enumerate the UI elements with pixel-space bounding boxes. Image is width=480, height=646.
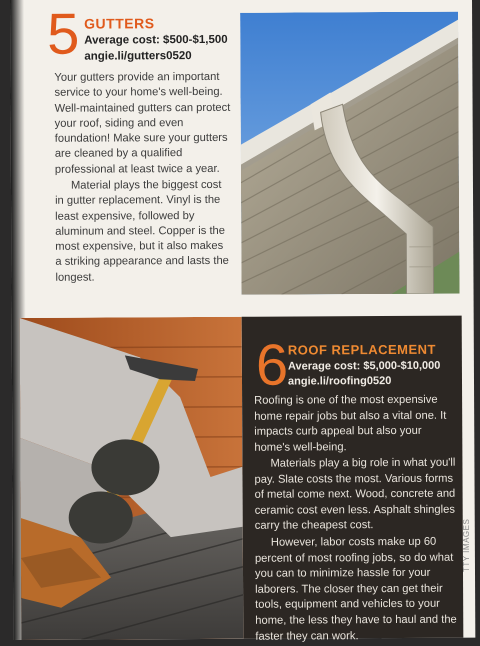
section-number-5: 5 (47, 6, 80, 64)
roof-heading: ROOF REPLACEMENT (288, 342, 436, 358)
roof-paragraph-2: Materials play a big role in what you'll pay. Slate costs the most. Various forms of metal come next. Wood, concrete and ceramic cost even less. Asphalt shingles carry the cheapest cost. (254, 456, 458, 535)
photo-credit: TTY IMAGES (462, 512, 474, 572)
roof-paragraph-1: Roofing is one of the most expensive home repair jobs but also a vital one. It impacts curb appeal but also your home's well-being. (254, 393, 458, 456)
gutters-heading: GUTTERS (84, 15, 154, 31)
gutters-average-cost: Average cost: $500-$1,500 (84, 34, 227, 47)
gutters-link[interactable]: angie.li/gutters0520 (84, 50, 191, 63)
gutters-paragraph-2: Material plays the biggest cost in gutter replacement. Vinyl is the least expensive, followed by aluminum and steel. Copper is the most expensive, but it also makes a striking appearance and lasts the longest. (55, 178, 232, 286)
roof-average-cost: Average cost: $5,000-$10,000 (288, 360, 441, 373)
roof-link[interactable]: angie.li/roofing0520 (288, 375, 391, 388)
gutter-photo (240, 12, 459, 295)
gutters-paragraph-1: Your gutters provide an important service to your home's well-being. Well-maintained gutters can protect your roof, siding and even foundation! Make sure your gutters are cleaned by a qualified professional at least twice a year. (54, 70, 231, 178)
magazine-page (10, 0, 475, 640)
roofer-hammer-photo (20, 317, 244, 640)
roof-paragraph-3: However, labor costs make up 60 percent of most roofing jobs, so do what you can to minimize hassle for your laborers. The closer they can get their tools, equipment and vehicles to your home, the less they have to haul and the faster they can work. (255, 535, 460, 645)
section-number-6: 6 (256, 337, 289, 395)
